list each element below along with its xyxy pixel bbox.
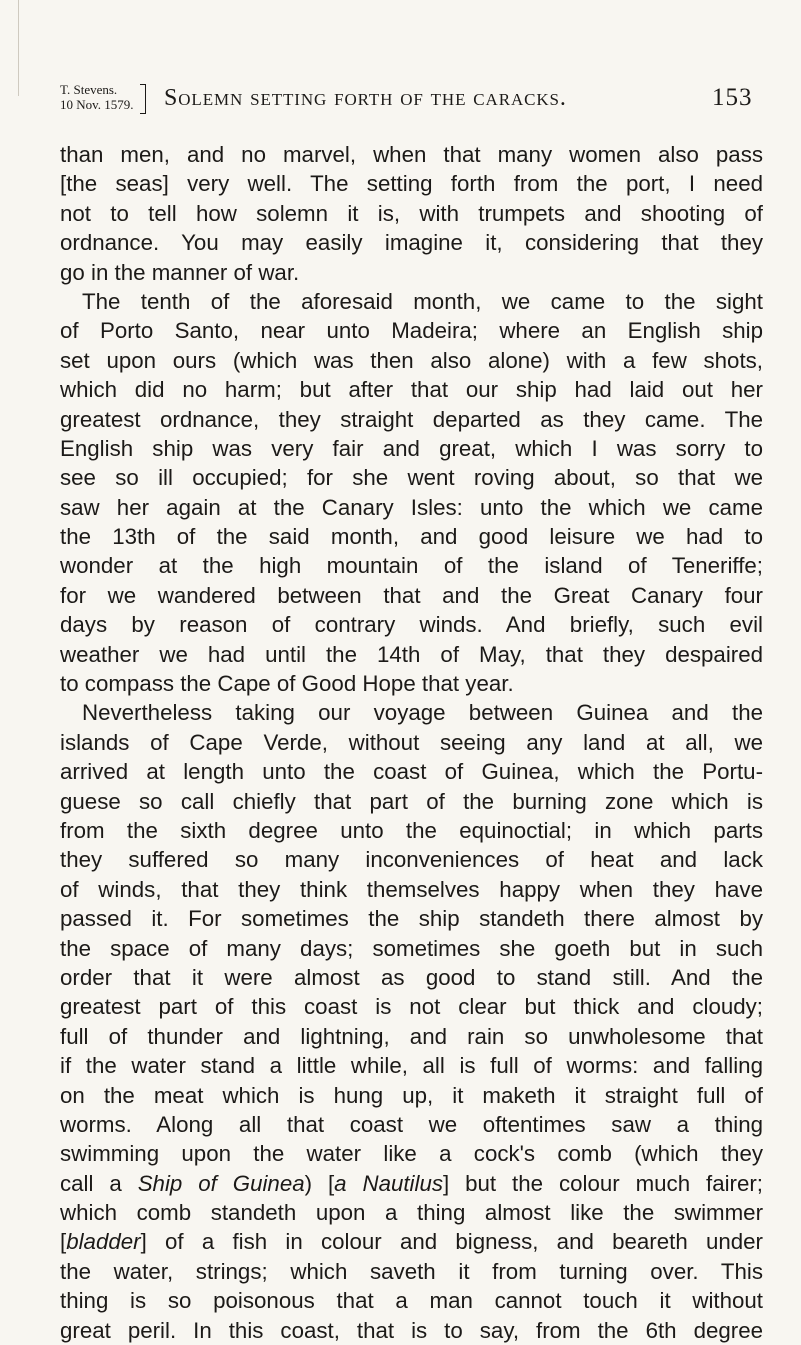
text-run: call a bbox=[60, 1170, 138, 1196]
text-line: greatest part of this coast is not clear but thick and cloudy; bbox=[60, 994, 763, 1020]
text-line: see so ill occupied; for she went roving about, so that we bbox=[60, 465, 763, 491]
text-line: full of thunder and lightning, and rain so unwholesome that bbox=[60, 1023, 763, 1049]
text-line: order that it were almost as good to stand still. And the bbox=[60, 964, 763, 990]
text-line: The tenth of the aforesaid month, we came to the sight bbox=[82, 288, 763, 314]
text-line: of winds, that they think themselves happy when they have bbox=[60, 876, 763, 902]
italic-term: a Nautilus bbox=[334, 1170, 444, 1196]
text-run: ] of a fish in colour and bigness, and beareth under bbox=[140, 1229, 763, 1255]
italic-term: bladder bbox=[66, 1229, 141, 1255]
text-line: than men, and no marvel, when that many women also pass bbox=[60, 142, 763, 167]
text-line: on the meat which is hung up, it maketh it straight full of bbox=[60, 1082, 763, 1108]
text-line: go in the manner of war. bbox=[60, 259, 300, 285]
text-run: ) [ bbox=[304, 1170, 335, 1196]
text-line: which comb standeth upon a thing almost like the swimmer bbox=[60, 1200, 763, 1226]
text-line: saw her again at the Canary Isles: unto the which we came bbox=[60, 494, 763, 520]
text-line: the 13th of the said month, and good leisure we had to bbox=[60, 524, 763, 550]
page-number: 153 bbox=[712, 84, 753, 111]
page-edge-rule bbox=[18, 0, 19, 96]
text-line: if the water stand a little while, all is full of worms: and falling bbox=[60, 1053, 763, 1079]
text-line: ordnance. You may easily imagine it, considering that they bbox=[60, 230, 763, 256]
marginal-bracket bbox=[140, 84, 146, 114]
text-line: greatest ordnance, they straight departed as they came. The bbox=[60, 406, 763, 432]
text-line: guese so call chiefly that part of the burning zone which is bbox=[60, 788, 763, 814]
text-line-mixed bbox=[60, 1227, 763, 1256]
marginal-note-date: 10 Nov. 1579. bbox=[60, 97, 134, 112]
italic-term: Ship of Guinea bbox=[137, 1170, 305, 1196]
text-line: not to tell how solemn it is, with trumpets and shooting of bbox=[60, 200, 763, 226]
text-line: Nevertheless taking our voyage between Guinea and the bbox=[82, 700, 763, 726]
text-line: set upon ours (which was then also alone) with a few shots, bbox=[60, 347, 763, 373]
text-line: they suffered so many inconveniences of heat and lack bbox=[60, 847, 763, 873]
text-line: wonder at the high mountain of the island of Teneriffe; bbox=[60, 553, 763, 579]
text-line: of Porto Santo, near unto Madeira; where an English ship bbox=[60, 318, 763, 344]
text-line: the water, strings; which saveth it from turning over. This bbox=[60, 1258, 763, 1284]
marginal-note-author: T. Stevens. bbox=[60, 82, 118, 97]
text-line: for we wandered between that and the Great Canary four bbox=[60, 582, 763, 608]
running-header bbox=[60, 82, 760, 130]
marginal-note bbox=[60, 82, 134, 112]
text-line-mixed bbox=[60, 1169, 763, 1198]
text-run: [ bbox=[60, 1229, 67, 1255]
text-line: days by reason of contrary winds. And briefly, such evil bbox=[60, 612, 763, 638]
text-line: passed it. For sometimes the ship standeth there almost by bbox=[60, 906, 763, 932]
text-line: thing is so poisonous that a man cannot touch it without bbox=[60, 1288, 763, 1314]
text-line: arrived at length unto the coast of Guinea, which the Portu- bbox=[60, 759, 763, 785]
text-line: islands of Cape Verde, without seeing any land at all, we bbox=[60, 729, 763, 755]
text-line: which did no harm; but after that our ship had laid out her bbox=[60, 377, 763, 403]
running-title: Solemn setting forth of the caracks. bbox=[164, 85, 567, 111]
text-line: great peril. In this coast, that is to say, from the 6th degree bbox=[60, 1317, 763, 1343]
text-line: worms. Along all that coast we oftentimes saw a thing bbox=[60, 1111, 763, 1137]
text-line: the space of many days; sometimes she goeth but in such bbox=[60, 935, 763, 961]
text-line: English ship was very fair and great, which I was sorry to bbox=[60, 435, 763, 461]
text-line: swimming upon the water like a cock's comb (which they bbox=[60, 1141, 763, 1167]
text-run: ] but the colour much fairer; bbox=[443, 1170, 764, 1196]
body-text bbox=[60, 140, 763, 1345]
text-line: from the sixth degree unto the equinoctial; in which parts bbox=[60, 817, 763, 843]
text-line: weather we had until the 14th of May, that they despaired bbox=[60, 641, 763, 667]
text-line: to compass the Cape of Good Hope that year. bbox=[60, 671, 514, 697]
text-line: [the seas] very well. The setting forth from the port, I need bbox=[60, 171, 763, 197]
